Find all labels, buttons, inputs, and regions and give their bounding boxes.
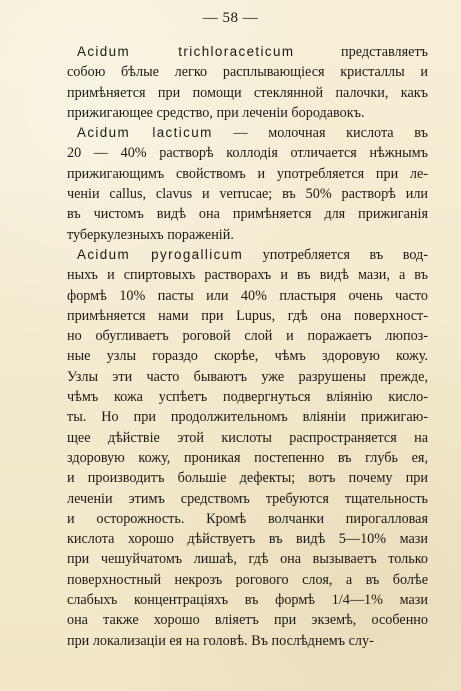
line-text: ные узлы гораздо скорѣе, чѣмъ здоровую кожу.: [67, 348, 428, 365]
line-text: ченіи callus, clavus и verrucae; въ 50% растворѣ или: [67, 186, 428, 203]
line-text: она также хорошо вліяетъ при экземѣ, особенно: [67, 612, 428, 629]
line-text: леченіи этимъ средствомъ требуются тщательность: [67, 490, 428, 507]
text-line: [67, 184, 428, 204]
text-line: [67, 265, 428, 285]
line-text: употребляется въ вод-: [243, 246, 428, 263]
line-text: здоровую кожу, проникая постепенно въ глубь ея,: [67, 449, 428, 466]
text-line: [67, 509, 428, 529]
line-text: и производитъ большіе дефекты; вотъ почему при: [67, 470, 428, 487]
line-text: слабыхъ концентраціяхъ въ формѣ 1/4—1% мази: [67, 592, 428, 609]
line-text: прижигающее средство, при леченіи бородавокъ.: [67, 104, 365, 121]
text-line: [67, 123, 428, 143]
text-line: [67, 468, 428, 488]
text-line: [67, 631, 428, 651]
text-line: [67, 42, 428, 62]
text-line: [67, 549, 428, 569]
text-line: [67, 286, 428, 306]
line-text: при чешуйчатомъ лишаѣ, гдѣ она вызываетъ только: [67, 551, 428, 568]
line-text: и осторожность. Кромѣ волчанки пирогалловая: [67, 510, 428, 527]
line-text: прижигающимъ свойствомъ и употребляется при ле-: [67, 165, 428, 182]
line-text: поверхностный некрозъ рогового слоя, а въ болѣе: [67, 571, 428, 588]
line-text: но обугливаетъ роговой слой и поражаетъ люпоз-: [67, 328, 428, 345]
line-text: примѣняется нами при Lupus, гдѣ она поверхност-: [67, 307, 428, 324]
text-line: [67, 448, 428, 468]
text-line: [67, 204, 428, 224]
line-text: Узлы эти часто бываютъ уже разрушены прежде,: [67, 368, 428, 385]
line-text: 20 — 40% растворѣ коллодія отличается нѣжнымъ: [67, 145, 428, 162]
page-body: [67, 42, 428, 651]
line-text: при локализаціи ея на головѣ. Въ послѣднемъ слу-: [67, 632, 374, 649]
text-line: [67, 164, 428, 184]
line-text: чѣмъ кожа успѣетъ подвергнуться вліянію кисло-: [67, 389, 428, 406]
line-text: щее дѣйствіе этой кислоты распространяется на: [67, 429, 428, 446]
text-line: [67, 306, 428, 326]
latin-term: Acidum trichloraceticum: [77, 44, 295, 59]
latin-term: Acidum pyrogallicum: [77, 246, 244, 262]
page-number: — 58 —: [202, 10, 259, 26]
text-line: [67, 407, 428, 427]
line-text: кислота хорошо дѣйствуетъ въ видѣ 5—10% мази: [67, 531, 428, 548]
text-line: [67, 103, 428, 123]
text-line: [67, 610, 428, 630]
line-text: формѣ 10% пасты или 40% пластыря очень часто: [67, 287, 428, 304]
text-line: [67, 367, 428, 387]
text-line: [67, 143, 428, 163]
text-line: [67, 570, 428, 590]
paragraph: [67, 245, 428, 651]
line-text: — молочная кислота въ: [212, 125, 428, 142]
text-line: [67, 387, 428, 407]
line-text: ныхъ и спиртовыхъ растворахъ и въ видѣ мази, а въ: [67, 267, 428, 284]
text-line: [67, 83, 428, 103]
text-line: [67, 489, 428, 509]
text-line: [67, 346, 428, 366]
line-text: въ чистомъ видѣ она примѣняется для прижиганія: [67, 206, 428, 223]
text-line: [67, 225, 428, 245]
paragraph: [67, 42, 428, 123]
text-line: [67, 326, 428, 346]
text-line: [67, 529, 428, 549]
text-line: [67, 62, 428, 82]
text-line: [67, 245, 428, 265]
paragraph: [67, 123, 428, 245]
text-line: [67, 428, 428, 448]
text-line: [67, 590, 428, 610]
line-text: собою бѣлые легко расплывающіеся кристаллы и: [67, 64, 428, 81]
line-text: примѣняется при помощи стеклянной палочки, какъ: [67, 84, 428, 101]
line-text: туберкулезныхъ пораженій.: [67, 226, 234, 243]
latin-term: Acidum lacticum: [77, 125, 213, 141]
line-text: ты. Но при продолжительномъ вліяніи прижигаю-: [67, 409, 428, 426]
line-text: представляетъ: [294, 44, 428, 60]
